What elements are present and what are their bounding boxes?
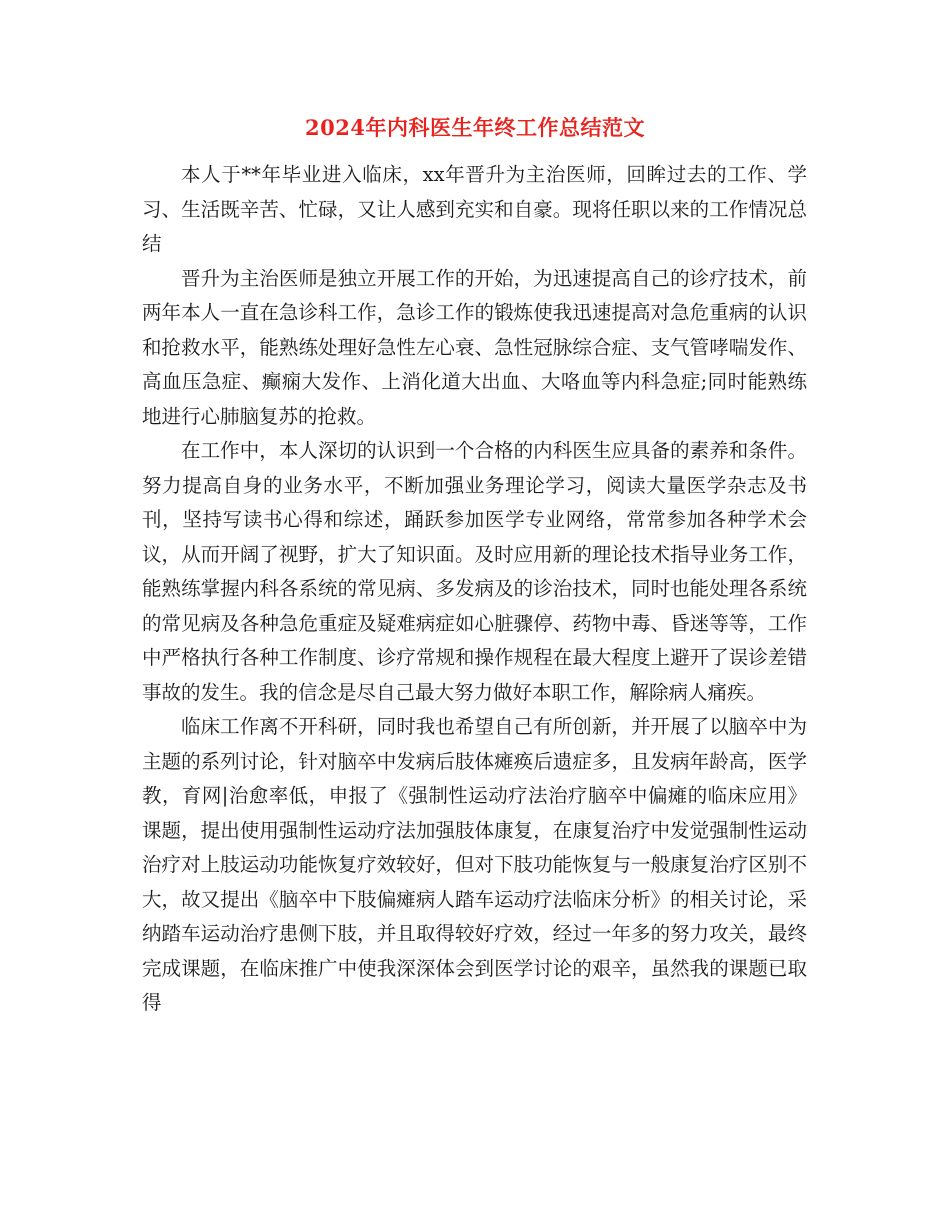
document-body [142, 158, 807, 1021]
paragraph-research: 临床工作离不开科研，同时我也希望自己有所创新，并开展了以脑卒中为主题的系列讨论，针对脑卒中发病后肢体瘫痪后遗症多，且发病年龄高，医学教，育网|治愈率低，申报了《强制性运动疗法治疗脑卒中偏瘫的临床应用》课题，提出使用强制性运动疗法加强肢体康复，在康复治疗中发觉强制性运动治疗对上肢运动功能恢复疗效较好，但对下肢功能恢复与一般康复治疗区别不大，故又提出《脑卒中下肢偏瘫病人踏车运动疗法临床分析》的相关讨论，采纳踏车运动治疗患侧下肢，并且取得较好疗效，经过一年多的努力攻关，最终完成课题，在临床推广中使我深深体会到医学讨论的艰辛，虽然我的课题已取得 [142, 715, 807, 1014]
paragraph-professional-study: 在工作中，本人深切的认识到一个合格的内科医生应具备的素养和条件。努力提高自身的业务水平，不断加强业务理论学习，阅读大量医学杂志及书刊，坚持写读书心得和综述，踊跃参加医学专业网络，常常参加各种学术会议，从而开阔了视野，扩大了知识面。及时应用新的理论技术指导业务工作，能熟练掌握内科各系统的常见病、多发病及的诊治技术，同时也能处理各系统的常见病及各种急危重症及疑难病症如心脏骤停、药物中毒、昏迷等等，工作中严格执行各种工作制度、诊疗常规和操作规程在最大程度上避开了误诊差错事故的发生。我的信念是尽自己最大努力做好本职工作，解除病人痛疾。 [142, 439, 807, 704]
document-title: 2024年内科医生年终工作总结范文 [305, 115, 645, 140]
paragraph-emergency-work: 晋升为主治医师是独立开展工作的开始，为迅速提高自己的诊疗技术，前两年本人一直在急诊科工作，急诊工作的锻炼使我迅速提高对急危重病的认识和抢救水平，能熟练处理好急性左心衰、急性冠脉综合症、支气管哮喘发作、高血压急症、癫痫大发作、上消化道大出血、大咯血等内科急症;同时能熟练地进行心肺脑复苏的抢救。 [142, 266, 807, 428]
paragraph-intro: 本人于**年毕业进入临床，xx年晋升为主治医师，回眸过去的工作、学习、生活既辛苦、忙碌，又让人感到充实和自豪。现将任职以来的工作情况总结 [142, 163, 807, 255]
